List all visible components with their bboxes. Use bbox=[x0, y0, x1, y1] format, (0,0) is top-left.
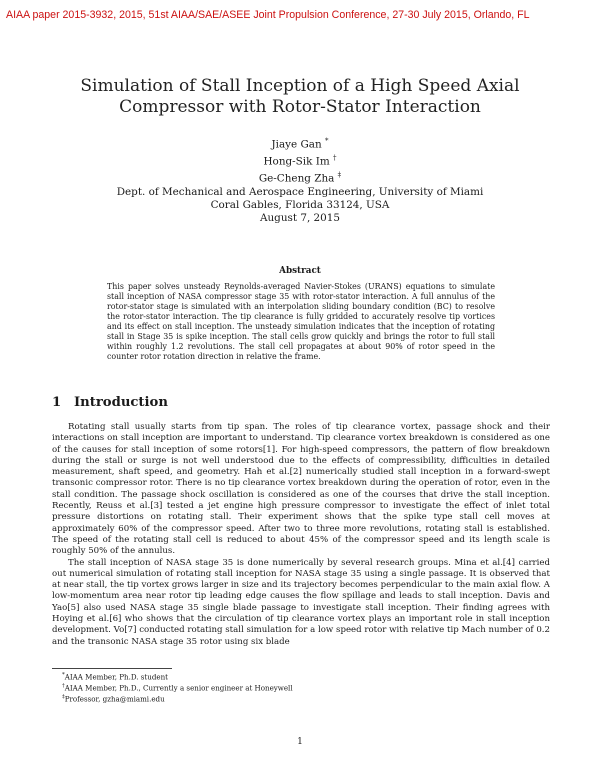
footnote-1 bbox=[52, 671, 550, 682]
paper-title bbox=[40, 76, 560, 118]
author-mark: ‡ bbox=[337, 170, 342, 179]
author-3 bbox=[40, 169, 560, 186]
footnote-text: AIAA Member, Ph.D. student bbox=[64, 672, 168, 682]
author-block bbox=[40, 135, 560, 213]
title-line-1: Simulation of Stall Inception of a High Speed Axial bbox=[80, 76, 520, 96]
abstract-text: This paper solves unsteady Reynolds-averaged Navier-Stokes (URANS) equations to simulate stall inception of NASA compressor stage 35 with rotor-stator interaction. A full annulus of the rotor-stator stage is simulated with an interpolation sliding boundary condition (BC) to resolve the rotor-stator interaction. The tip clearance is fully gridded to accurately resolve tip vortices and its effect on stall inception. The unsteady simulation indicates that the inception of rotating stall in Stage 35 is spike inception. The stall cells grow quickly and brings the rotor to full stall within roughly 1.2 revolutions. The stall cell propagates at about 90% of rotor speed in the counter rotor rotation direction in relative the frame. bbox=[107, 282, 495, 361]
title-line-2: Compressor with Rotor-Stator Interaction bbox=[119, 97, 481, 117]
footnote-text: AIAA Member, Ph.D., Currently a senior engineer at Honeywell bbox=[64, 683, 293, 693]
section-number: 1 bbox=[52, 395, 62, 410]
intro-paragraph-2: The stall inception of NASA stage 35 is done numerically by several research groups. Mina et al.[4] carried out numerical simulation of rotating stall inception for NASA stage 35 using a single passage. It is observed that at near stall, the tip vortex grows larger in size and its trajectory becomes perpendicular to the main axial flow. A low-momentum area near rotor tip leading edge causes the flow spillage and leads to stall inception. Davis and Yao[5] also used NASA stage 35 single blade passage to investigate stall inception. Their finding agrees with Hoying et al.[6] who shows that the circulation of tip clearance vortex plays an important role in stall inception development. Vo[7] conducted rotating stall simulation for a low speed rotor with relative tip Mach number of 0.2 and the transonic NASA stage 35 rotor using six blade bbox=[52, 557, 550, 647]
affiliation-line-2: Coral Gables, Florida 33124, USA bbox=[210, 199, 390, 212]
footnote-text: Professor, gzha@miami.edu bbox=[64, 693, 165, 703]
introduction-body bbox=[52, 422, 550, 648]
page-number: 1 bbox=[297, 737, 303, 747]
intro-paragraph-1: Rotating stall usually starts from tip span. The roles of tip clearance vortex, passage shock and their interactions on stall inception are important to understand. Tip clearance vortex breakdown is considered as one of the causes for stall inception of some rotors[1]. For high-speed compressors, the pattern of flow breakdown during the stall or surge is not well understood due to the effects of compressibility, difficulties in detailed measurement, shaft speed, and geometry. Hah et al.[2] numerically studied stall inception in a forward-swept transonic compressor rotor. There is no tip clearance vortex breakdown during the operation of rotor, even in the stall condition. The passage shock oscillation is considered as one of the courses that drive the stall inception. Recently, Reuss et al.[3] tested a jet engine high pressure compressor to investigate the effect of inlet total pressure distortions on rotating stall. Their experiment shows that the spike type stall cell moves at approximately 60% of the compressor speed. After two to three more revolutions, rotating stall is established. The speed of the rotating stall cell is reduced to about 45% of the compressor speed and its length scale is roughly 50% of the annulus. bbox=[52, 422, 550, 557]
footnote-mark: † bbox=[62, 682, 65, 689]
paper-date: August 7, 2015 bbox=[259, 212, 340, 224]
author-2 bbox=[40, 152, 560, 169]
author-mark: † bbox=[332, 153, 337, 162]
author-name: Jiaye Gan bbox=[271, 138, 322, 151]
author-name: Ge-Cheng Zha bbox=[258, 172, 335, 185]
footnote-mark: * bbox=[62, 672, 65, 678]
footnote-rule bbox=[52, 668, 172, 669]
footnote-mark: ‡ bbox=[62, 693, 65, 700]
abstract-heading: Abstract bbox=[279, 266, 321, 276]
author-1 bbox=[40, 135, 560, 152]
footnotes bbox=[52, 671, 550, 703]
conference-banner: AIAA paper 2015-3932, 2015, 51st AIAA/SAE/ASEE Joint Propulsion Conference, 27-30 July 2015, Orlando, FL bbox=[6, 9, 530, 21]
footnote-3 bbox=[52, 693, 550, 704]
section-heading bbox=[52, 395, 168, 410]
author-name: Hong-Sik Im bbox=[263, 155, 330, 168]
affiliation-line-1: Dept. of Mechanical and Aerospace Engineering, University of Miami bbox=[116, 185, 484, 198]
section-title: Introduction bbox=[74, 395, 168, 410]
footnote-2 bbox=[52, 682, 550, 693]
author-mark: * bbox=[325, 137, 329, 145]
